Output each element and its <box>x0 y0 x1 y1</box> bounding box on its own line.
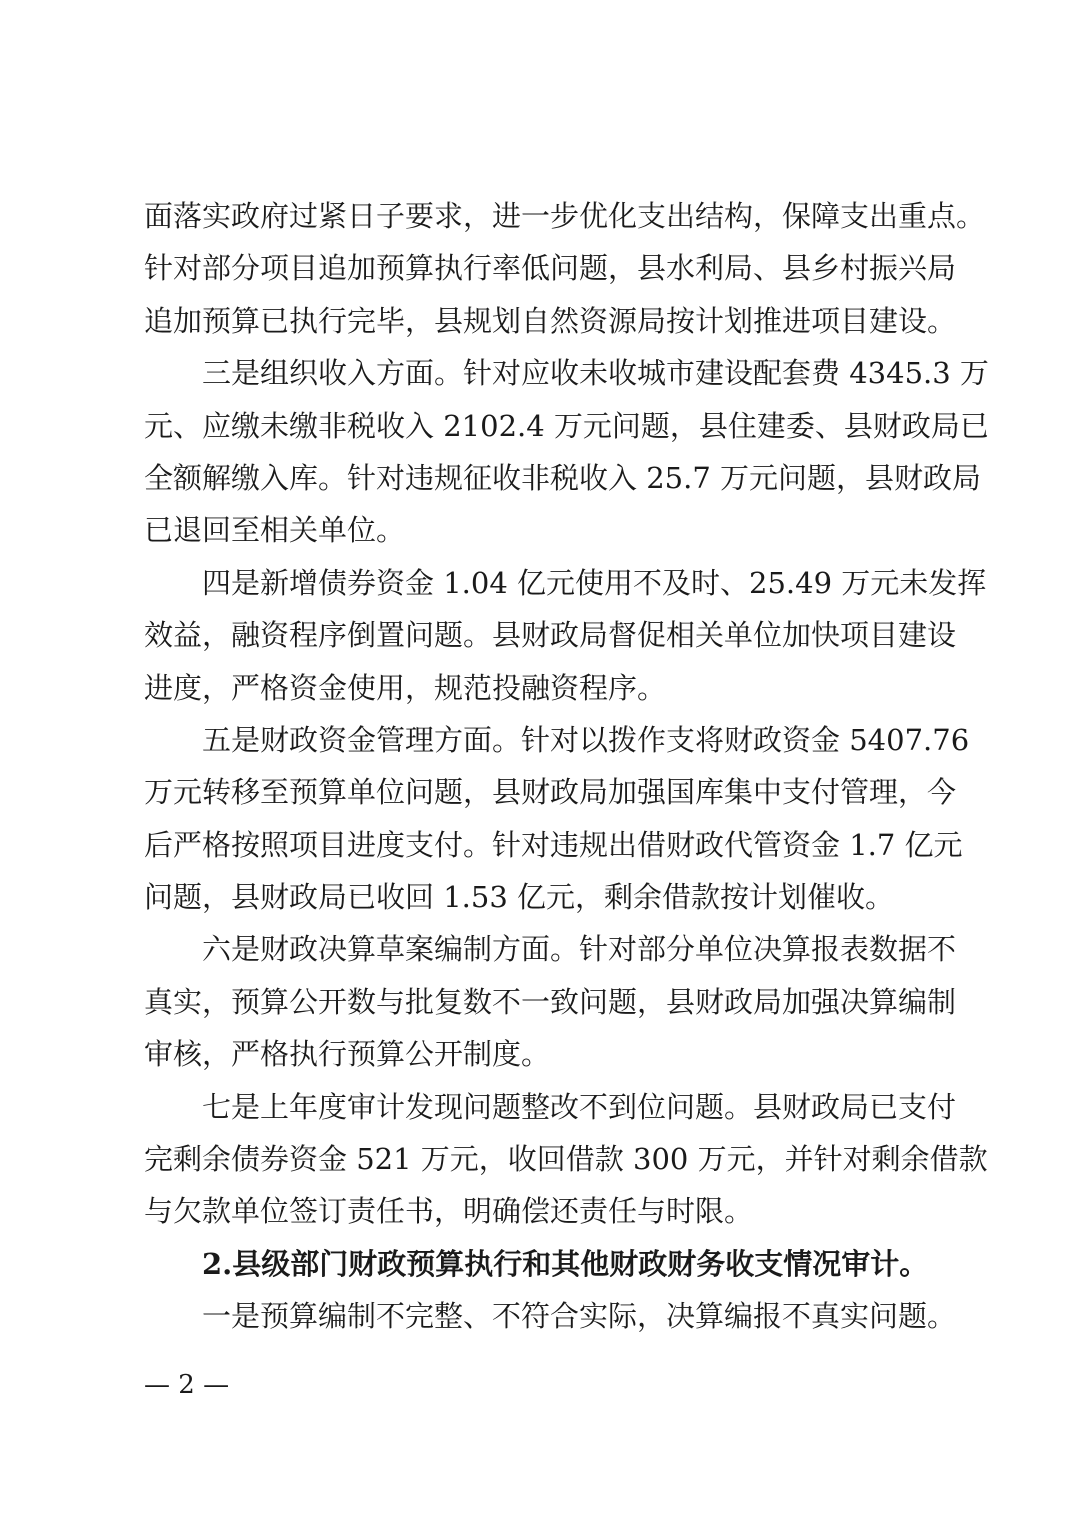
text-line: 与欠款单位签订责任书，明确偿还责任与时限。 <box>144 1194 754 1229</box>
text-line: 后严格按照项目进度支付。针对违规出借财政代管资金 1.7 亿元 <box>144 827 963 862</box>
text-line: 已退回至相关单位。 <box>144 513 406 548</box>
paragraph-start-line: 一是预算编制不完整、不符合实际，决算编报不真实问题。 <box>202 1299 957 1334</box>
section-heading: 2.县级部门财政预算执行和其他财政财务收支情况审计。 <box>202 1246 929 1281</box>
page-number: — 2 — <box>144 1370 230 1400</box>
paragraph-start-line: 七是上年度审计发现问题整改不到位问题。县财政局已支付 <box>202 1089 957 1124</box>
text-line: 面落实政府过紧日子要求，进一步优化支出结构，保障支出重点。 <box>144 199 986 233</box>
text-line: 追加预算已执行完毕，县规划自然资源局按计划推进项目建设。 <box>144 303 957 338</box>
paragraph-start-line: 五是财政资金管理方面。针对以拨作支将财政资金 5407.76 <box>202 722 970 757</box>
text-line: 完剩余债券资金 521 万元，收回借款 300 万元，并针对剩余借款 <box>144 1142 988 1177</box>
text-line: 进度，严格资金使用，规范投融资程序。 <box>144 670 667 705</box>
text-line: 真实，预算公开数与批复数不一致问题，县财政局加强决算编制 <box>144 984 957 1019</box>
paragraph-start-line: 六是财政决算草案编制方面。针对部分单位决算报表数据不 <box>202 932 957 967</box>
text-line: 针对部分项目追加预算执行率低问题，县水利局、县乡村振兴局 <box>144 251 957 286</box>
text-line: 效益，融资程序倒置问题。县财政局督促相关单位加快项目建设 <box>144 618 957 653</box>
text-line: 全额解缴入库。针对违规征收非税收入 25.7 万元问题，县财政局 <box>144 460 982 495</box>
paragraph-start-line: 三是组织收入方面。针对应收未收城市建设配套费 4345.3 万 <box>202 356 989 391</box>
body-text <box>144 190 989 1343</box>
text-line: 问题，县财政局已收回 1.53 亿元，剩余借款按计划催收。 <box>144 880 895 915</box>
text-line: 审核，严格执行预算公开制度。 <box>144 1037 551 1072</box>
text-line: 万元转移至预算单位问题，县财政局加强国库集中支付管理，今 <box>144 775 957 810</box>
text-line: 元、应缴未缴非税收入 2102.4 万元问题，县住建委、县财政局已 <box>144 408 989 443</box>
paragraph-start-line: 四是新增债券资金 1.04 亿元使用不及时、25.49 万元未发挥 <box>202 565 987 600</box>
